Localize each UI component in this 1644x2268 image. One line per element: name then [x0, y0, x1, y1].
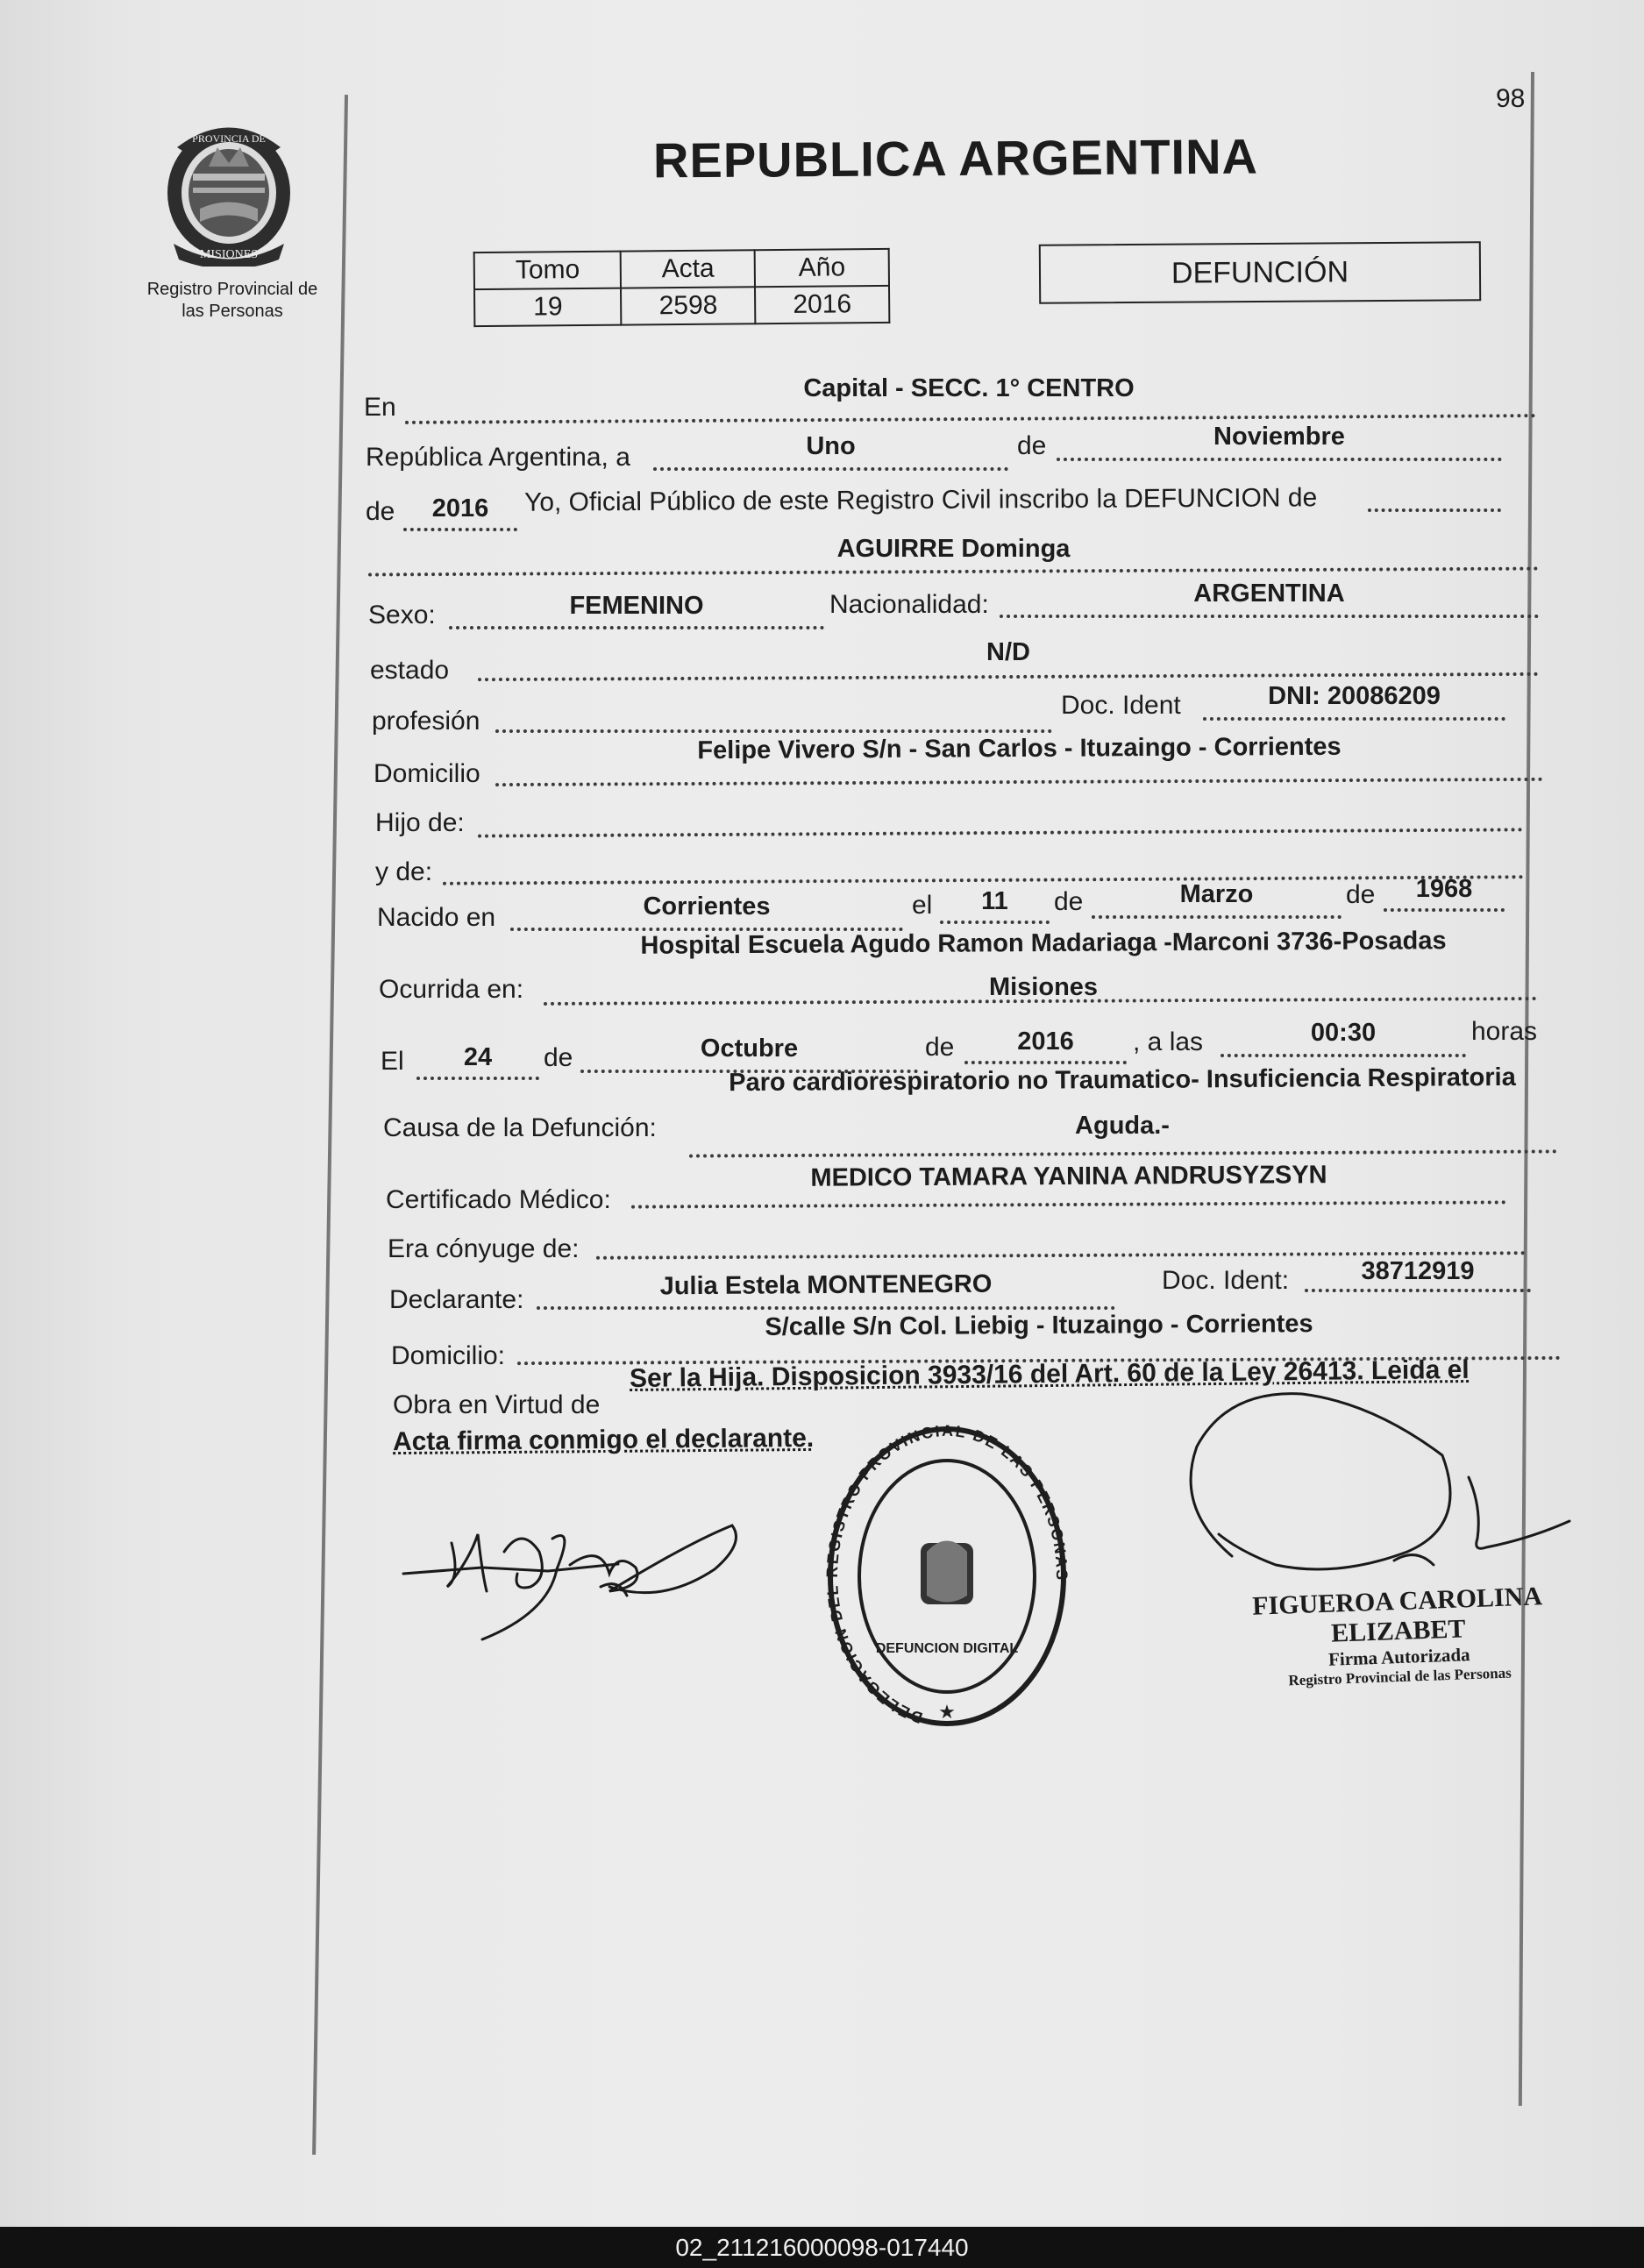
acta-header-acta: Acta [621, 250, 755, 288]
declarante-label: Declarante: [389, 1285, 524, 1314]
causa-line-2: Aguda.- [1075, 1112, 1170, 1140]
yo-text: Yo, Oficial Público de este Registro Civil inscribo la DEFUNCION de [523, 483, 1318, 517]
obra-line-2: Acta firma conmigo el declarante. [392, 1423, 815, 1457]
birth-day-value: 11 [981, 887, 1008, 915]
hijo-label: Hijo de: [375, 808, 465, 837]
declarante-doc-value: 38712919 [1361, 1257, 1475, 1285]
domicilio-label: Domicilio [374, 759, 480, 788]
official-signature-icon [1179, 1376, 1583, 1604]
acta-table [473, 248, 891, 327]
registry-line-2: las Personas [181, 302, 283, 321]
province-of-misiones-seal-icon [156, 112, 302, 267]
el-label: el [912, 891, 933, 920]
birth-day-line [940, 921, 1050, 924]
de-label-1: de [1017, 431, 1047, 460]
document-title: REPUBLICA ARGENTINA [652, 128, 1259, 188]
sexo-label: Sexo: [368, 601, 436, 629]
acta-header-row [474, 249, 889, 289]
domicilio2-label: Domicilio: [391, 1341, 506, 1370]
declarante-value: Julia Estela MONTENEGRO [659, 1269, 993, 1301]
birth-year-value: 1968 [1415, 875, 1473, 903]
nacionalidad-label: Nacionalidad: [829, 590, 989, 619]
doc-ident-line [1203, 717, 1505, 721]
de-label-2: de [366, 497, 395, 526]
day-value: Uno [806, 432, 856, 460]
seal-top-text: PROVINCIA DE [192, 132, 266, 145]
doc-ident-value: DNI: 20086209 [1268, 682, 1441, 710]
death-month-value: Octubre [700, 1034, 799, 1063]
obra-label: Obra en Virtud de [393, 1390, 601, 1419]
sexo-value: FEMENINO [569, 592, 704, 620]
death-year-value: 2016 [1017, 1027, 1074, 1056]
sexo-line [449, 626, 824, 629]
scan-id-footer: 02_211216000098-017440 [0, 2227, 1644, 2268]
nacionalidad-line [1000, 615, 1539, 618]
month-line [1057, 458, 1502, 461]
nacionalidad-value: ARGENTINA [1193, 579, 1345, 608]
official-stamp-icon [820, 1420, 1074, 1736]
domicilio2-value: S/calle S/n Col. Liebig - Ituzaingo - Corrientes [765, 1310, 1313, 1341]
acta-value-row [474, 286, 889, 326]
birth-month-line [1092, 915, 1342, 919]
estado-label: estado [370, 656, 450, 685]
en-value: Capital - SECC. 1° CENTRO [803, 374, 1135, 402]
seal-bottom-text: MISIONES [199, 248, 259, 261]
acta-value-tomo: 19 [474, 288, 622, 326]
page-number: 98 [1496, 84, 1526, 113]
profesion-label: profesión [372, 707, 480, 736]
acta-header-ano: Año [755, 249, 889, 287]
a-las-label: , a las [1133, 1027, 1204, 1056]
record-type-box: DEFUNCIÓN [1039, 241, 1481, 304]
certificado-label: Certificado Médico: [386, 1185, 611, 1214]
declarante-line [537, 1306, 1115, 1310]
acta-header-tomo: Tomo [474, 252, 622, 289]
profesion-line [495, 729, 1052, 733]
certificado-value: MEDICO TAMARA YANINA ANDRUSYZSYN [810, 1161, 1327, 1192]
yo-line [1368, 508, 1501, 512]
domicilio-value: Felipe Vivero S/n - San Carlos - Ituzaingo - Corrientes [697, 732, 1342, 765]
death-time-value: 00:30 [1310, 1019, 1377, 1047]
birth-year-line [1384, 908, 1505, 912]
ocurrida-line-1: Hospital Escuela Agudo Ramon Madariaga -Marconi 3736-Posadas [640, 927, 1447, 960]
doc-ident2-label: Doc. Ident: [1162, 1266, 1290, 1295]
nacido-label: Nacido en [377, 903, 496, 932]
deceased-name: AGUIRRE Dominga [836, 535, 1071, 563]
de-label-3: de [1054, 887, 1084, 916]
de-label-4: de [1346, 880, 1376, 909]
ocurrida-label: Ocurrida en: [379, 975, 524, 1004]
year-value: 2016 [431, 494, 489, 523]
y-de-label: y de: [375, 857, 433, 886]
stamp-ring-text: DELEGACION DEL REGISTRO PROVINCIAL DE LAS PERSONAS [822, 1421, 1071, 1727]
estado-value: N/D [986, 638, 1030, 666]
causa-line-1: Paro cardiorespiratorio no Traumatico- Insuficiencia Respiratoria [729, 1063, 1516, 1098]
registry-line-1: Registro Provincial de [146, 280, 318, 299]
stamp-inner-text: DEFUNCION DIGITAL [875, 1641, 1019, 1656]
registry-name [127, 279, 338, 323]
doc-ident-label: Doc. Ident [1061, 691, 1181, 720]
official-block [1221, 1581, 1576, 1692]
acta-value-acta: 2598 [621, 287, 755, 324]
year-line [403, 528, 517, 531]
svg-text:★: ★ [938, 1702, 956, 1724]
acta-value-ano: 2016 [755, 286, 889, 323]
death-year-line [964, 1061, 1127, 1064]
ocurrida-line-2: Misiones [988, 973, 1099, 1001]
horas-label: horas [1471, 1017, 1538, 1046]
causa-label: Causa de la Defunción: [383, 1113, 657, 1142]
month-value: Noviembre [1213, 423, 1345, 451]
death-time-line [1221, 1054, 1466, 1057]
declarante-doc-line [1305, 1289, 1531, 1292]
El-label: El [381, 1047, 404, 1076]
de-label-5: de [544, 1043, 573, 1072]
conyuge-label: Era cónyuge de: [388, 1234, 580, 1263]
birth-month-value: Marzo [1179, 880, 1254, 908]
day-line [653, 467, 1008, 471]
republica-label: República Argentina, a [366, 443, 630, 472]
official-name: FIGUEROA CAROLINA ELIZABET [1251, 1582, 1543, 1648]
nacido-value: Corrientes [643, 892, 771, 921]
death-day-line [416, 1077, 539, 1080]
declarant-signature-icon [399, 1490, 750, 1648]
official-office: Registro Provincial de las Personas [1288, 1664, 1512, 1689]
en-label: En [364, 393, 396, 422]
death-day-value: 24 [463, 1043, 493, 1071]
official-role: Firma Autorizada [1327, 1644, 1470, 1670]
de-label-6: de [925, 1033, 955, 1062]
obra-value: Ser la Hija. Disposicion 3933/16 del Art. 60 de la Ley 26413. Leida el [629, 1354, 1470, 1393]
